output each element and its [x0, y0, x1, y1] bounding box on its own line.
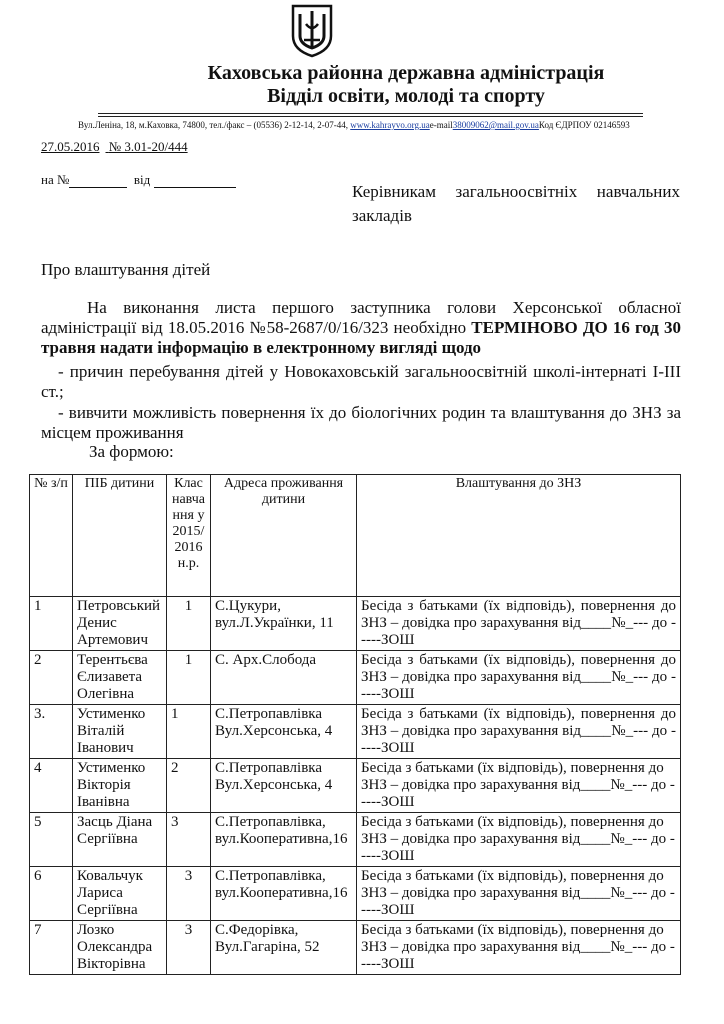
- document-date: 27.05.2016: [41, 139, 100, 154]
- trident-emblem-icon: [289, 2, 335, 58]
- on-no-blank: [69, 175, 127, 188]
- placement-note: Бесіда з батьками (їх відповідь), повернення до ЗНЗ – довідка про зарахування від____№_--- до -----ЗОШ: [357, 921, 681, 975]
- subject-line: Про влаштування дітей: [41, 260, 211, 279]
- main-paragraph: [41, 298, 681, 358]
- child-address: С.Петропавлівка Вул.Херсонська, 4: [211, 759, 357, 813]
- bullet-item: - вивчити можливість повернення їх до біологічних родин та влаштування до ЗНЗ за місцем проживання: [41, 403, 681, 442]
- department-name: Відділ освіти, молоді та спорту: [267, 85, 545, 107]
- contact-line: Вул.Леніна, 18, м.Каховка, 74800, тел./факс – (05536) 2-12-14, 2-07-44, www.kahrayvo.org.uaе-mail38009062@mail.gov.uaКод ЄДРПОУ 02146593: [78, 120, 630, 130]
- child-name: Петровський Денис Артемович: [73, 597, 167, 651]
- placement-note: Бесіда з батьками (їх відповідь), повернення до ЗНЗ – довідка про зарахування від____№_--- до -----ЗОШ: [357, 705, 681, 759]
- row-number: 4: [30, 759, 73, 813]
- document-number: № 3.01-20/444: [108, 139, 188, 154]
- column-header: Влаштування до ЗНЗ: [357, 475, 681, 597]
- child-address: С.Петропавлівка, вул.Кооперативна,16: [211, 813, 357, 867]
- child-address: С.Петропавлівка, вул.Кооперативна,16: [211, 867, 357, 921]
- child-address: С.Цукури, вул.Л.Українки, 11: [211, 597, 357, 651]
- email-link[interactable]: 38009062@mail.gov.ua: [452, 120, 539, 130]
- table-row: [30, 651, 681, 705]
- child-name: Ковальчук Лариса Сергіївна: [73, 867, 167, 921]
- edrpou-code: Код ЄДРПОУ 02146593: [538, 120, 630, 130]
- table-row: [30, 867, 681, 921]
- postal-address: Вул.Леніна, 18, м.Каховка, 74800, тел./факс – (05536) 2-12-14, 2-07-44: [78, 120, 346, 130]
- paragraph-emphasis: ТЕРМІНОВО ДО 16 год 30 травня надати інформацію в електронному вигляді щодо: [41, 318, 681, 357]
- child-grade: 1: [167, 705, 211, 759]
- placement-note: Бесіда з батьками (їх відповідь), повернення до ЗНЗ – довідка про зарахування від____№_--- до -----ЗОШ: [357, 597, 681, 651]
- row-number: 5: [30, 813, 73, 867]
- child-grade: 1: [167, 651, 211, 705]
- child-name: Устименко Вікторія Іванівна: [73, 759, 167, 813]
- table-row: [30, 813, 681, 867]
- child-grade: 3: [167, 867, 211, 921]
- bullet-item: - причин перебування дітей у Новокаховській загальноосвітній школі-інтернаті І-ІІІ ст.;: [41, 362, 681, 401]
- row-number: 1: [30, 597, 73, 651]
- paragraph-text: На виконання листа першого заступника голови Херсонської обласної адміністрації від 18.05.2016 №58-2687/0/16/323 необхідно: [41, 298, 681, 337]
- on-no-label: на №: [41, 172, 70, 187]
- child-grade: 2: [167, 759, 211, 813]
- row-number: 2: [30, 651, 73, 705]
- column-header: № з/п: [30, 475, 73, 597]
- child-name: Устименко Віталій Іванович: [73, 705, 167, 759]
- child-address: С.Петропавлівка Вул.Херсонська, 4: [211, 705, 357, 759]
- table-row: [30, 597, 681, 651]
- email-label: е-mail: [429, 120, 453, 130]
- placement-note: Бесіда з батьками (їх відповідь), повернення до ЗНЗ – довідка про зарахування від____№_--- до -----ЗОШ: [357, 813, 681, 867]
- child-address: С.Федорівка, Вул.Гагаріна, 52: [211, 921, 357, 975]
- from-blank: [154, 175, 236, 188]
- column-header: ПІБ дитини: [73, 475, 167, 597]
- column-header: Клас навчання у 2015/2016 н.р.: [167, 475, 211, 597]
- child-grade: 1: [167, 597, 211, 651]
- from-label: від: [133, 172, 151, 187]
- placement-note: Бесіда з батьками (їх відповідь), повернення до ЗНЗ – довідка про зарахування від____№_--- до -----ЗОШ: [357, 759, 681, 813]
- placement-note: Бесіда з батьками (їх відповідь), повернення до ЗНЗ – довідка про зарахування від____№_--- до -----ЗОШ: [357, 651, 681, 705]
- child-address: С. Арх.Слобода: [211, 651, 357, 705]
- header-divider: [98, 113, 643, 114]
- row-number: 6: [30, 867, 73, 921]
- table-row: [30, 759, 681, 813]
- placement-note: Бесіда з батьками (їх відповідь), повернення до ЗНЗ – довідка про зарахування від____№_--- до -----ЗОШ: [357, 867, 681, 921]
- registration-line: [41, 139, 194, 155]
- table-row: [30, 705, 681, 759]
- organization-name: Каховська районна державна адміністрація: [207, 62, 605, 84]
- website-link[interactable]: www.kahrayvo.org.ua: [350, 120, 430, 130]
- child-name: Терентьєва Єлизавета Олегівна: [73, 651, 167, 705]
- child-grade: 3: [167, 813, 211, 867]
- table-header-row: [30, 475, 681, 597]
- table-row: [30, 921, 681, 975]
- child-grade: 3: [167, 921, 211, 975]
- header-divider-thin: [98, 116, 643, 117]
- form-intro: За формою:: [89, 442, 174, 461]
- column-header: Адреса проживання дитини: [211, 475, 357, 597]
- row-number: 3.: [30, 705, 73, 759]
- row-number: 7: [30, 921, 73, 975]
- child-name: Лозко Олександра Вікторівна: [73, 921, 167, 975]
- reply-reference: [41, 172, 236, 188]
- addressee: Керівникам загальноосвітніх навчальних закладів: [352, 182, 680, 225]
- children-table: [29, 474, 681, 975]
- child-name: Засць Діана Сергіївна: [73, 813, 167, 867]
